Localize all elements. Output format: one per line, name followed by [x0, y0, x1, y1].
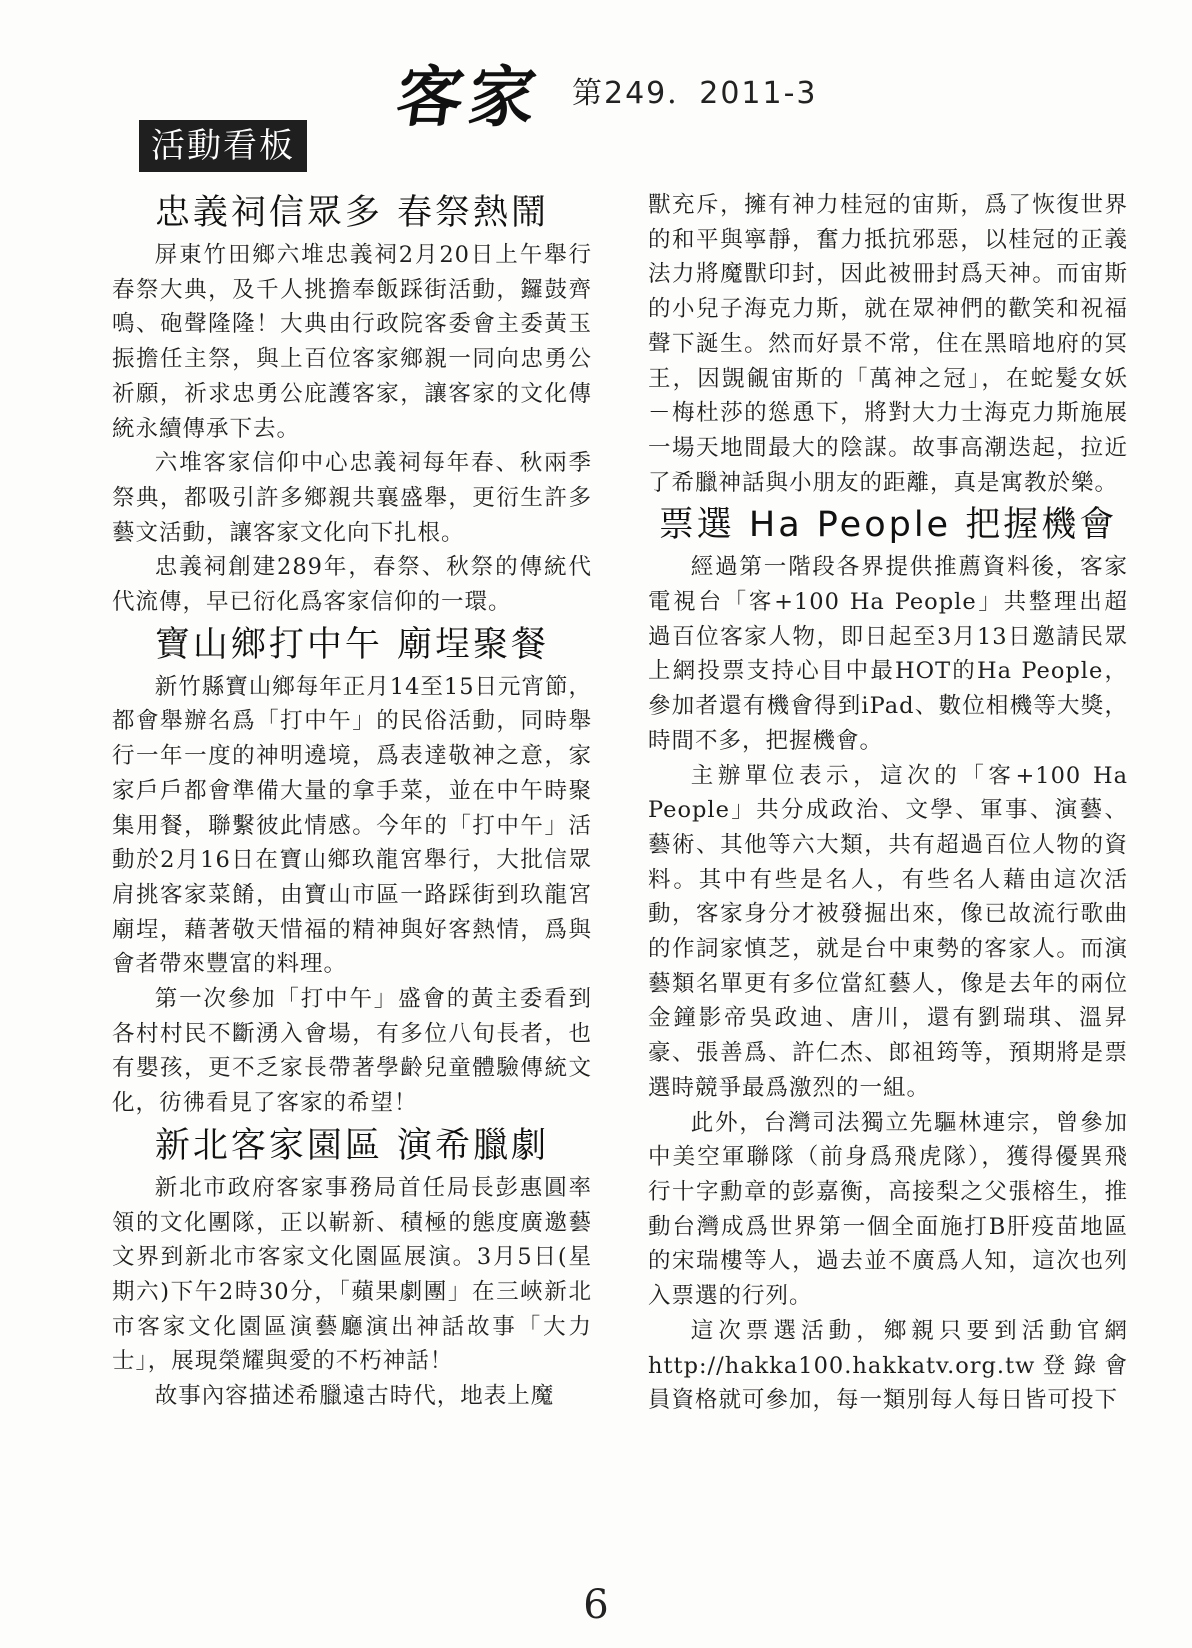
article-baoshan [112, 620, 592, 1121]
article-paragraph: 新北市政府客家事務局首任局長彭惠圓率領的文化團隊，正以嶄新、積極的態度廣邀藝文界到新北市客家文化園區展演。3月5日(星期六)下午2時30分，「蘋果劇團」在三峽新北市客家文化園區演藝廳演出神話故事「大力士」，展現榮耀與愛的不朽神話！ [112, 1174, 592, 1375]
article-paragraph: 故事內容描述希臘遠古時代，地表上魔 [154, 1383, 555, 1410]
article-paragraph: 此外，台灣司法獨立先驅林連宗，曾參加中美空軍聯隊（前身爲飛虎隊），獲得優異飛行十字勳章的彭嘉衡，高接梨之父張榕生，推動台灣成爲世界第一個全面施打B肝疫苗地區的宋瑞樓等人，過去並不廣爲人知，這次也列入票選的行列。 [648, 1109, 1128, 1310]
right-column [648, 188, 1128, 1418]
article-headline: 忠義祠信眾多 春祭熱鬧 [154, 193, 550, 233]
article-paragraph: 經過第一階段各界提供推薦資料後，客家電視台「客+100 Ha People」共整理出超過百位客家人物，即日起至3月13日邀請民眾上網投票支持心目中最HOT的Ha People，參加者還有機會得到iPad、數位相機等大獎，時間不多，把握機會。 [648, 554, 1128, 754]
article-headline: 新北客家園區 演希臘劇 [154, 1125, 550, 1166]
article-paragraph: 六堆客家信仰中心忠義祠每年春、秋兩季祭典，都吸引許多鄉親共襄盛舉，更衍生許多藝文活動，讓客家文化向下扎根。 [112, 450, 592, 546]
article-paragraph: 忠義祠創建289年，春祭、秋祭的傳統代代流傳，早已衍化爲客家信仰的一環。 [112, 554, 592, 616]
left-column [112, 188, 592, 1414]
article-zhongyi-shrine [112, 188, 592, 620]
article-paragraph: 主辦單位表示，這次的「客+100 Ha People」共分成政治、文學、軍事、演藝、藝術、其他等六大類，共有超過百位人物的資料。其中有些是名人，有些名人藉由這次活動，客家身分才被發掘出來，像已故流行歌曲的作詞家慎芝，就是台中東勢的客家人。而演藝類名單更有多位當紅藝人，像是去年的兩位金鐘影帝吳政迪、唐川，還有劉瑞琪、溫昇豪、張善爲、許仁杰、郎祖筠等，預期將是票選時競爭最爲激烈的一組。 [648, 762, 1128, 1101]
article-paragraph: 新竹縣寶山鄉每年正月14至15日元宵節，都會舉辦名爲「打中午」的民俗活動，同時舉行一年一度的神明遶境，爲表達敬神之意，家家戶戶都會準備大量的拿手菜，並在中午時聚集用餐，聯繫彼此情感。今年的「打中午」活動於2月16日在寶山鄉玖龍宮舉行，大批信眾肩挑客家菜餚，由寶山市區一路踩街到玖龍宮廟埕，藉著敬天惜福的精神與好客熱情，爲與會者帶來豐富的料理。 [112, 673, 593, 978]
page-number: 6 [583, 1582, 609, 1628]
issue-info: 第249．2011-3 [572, 76, 818, 111]
article-paragraph: 這次票選活動，鄉親只要到活動官網http://hakka100.hakkatv.org.tw登錄會員資格就可參加，每一類別每人每日皆可投下 [648, 1317, 1128, 1414]
article-headline: 票選 Ha People 把握機會 [658, 505, 1118, 546]
article-paragraph: 第一次參加「打中午」盛會的黃主委看到各村村民不斷湧入會場，有多位八旬長者，也有嬰孩，更不乏家長帶著學齡兒童體驗傳統文化，彷彿看見了客家的希望！ [112, 986, 592, 1117]
section-tag: 活動看板 [139, 120, 307, 172]
article-xinbei-hakka-park [112, 1121, 592, 1414]
masthead [0, 38, 1192, 136]
article-paragraph: 屏東竹田鄉六堆忠義祠2月20日上午舉行春祭大典，及千人挑擔奉飯踩街活動，鑼鼓齊鳴、砲聲隆隆！大典由行政院客委會主委黃玉振擔任主祭，與上百位客家鄉親一同向忠勇公祈願，祈求忠勇公庇護客家，讓客家的文化傳統永續傳承下去。 [112, 242, 592, 442]
article-ha-people-vote [648, 500, 1128, 1418]
magazine-logo: 客家 [391, 58, 547, 136]
article-continuation: 獸充斥，擁有神力桂冠的宙斯，爲了恢復世界的和平與寧靜，奮力抵抗邪惡，以桂冠的正義法力將魔獸印封，因此被冊封爲天神。而宙斯的小兒子海克力斯，就在眾神們的歡笑和祝福聲下誕生。然而好景不常，住在黑暗地府的冥王，因覬覦宙斯的「萬神之冠」，在蛇髮女妖－梅杜莎的慫恿下，將對大力士海克力斯施展一場天地間最大的陰謀。故事高潮迭起，拉近了希臘神話與小朋友的距離，真是寓教於樂。 [648, 192, 1128, 496]
article-headline: 寶山鄉打中午 廟埕聚餐 [154, 624, 550, 665]
